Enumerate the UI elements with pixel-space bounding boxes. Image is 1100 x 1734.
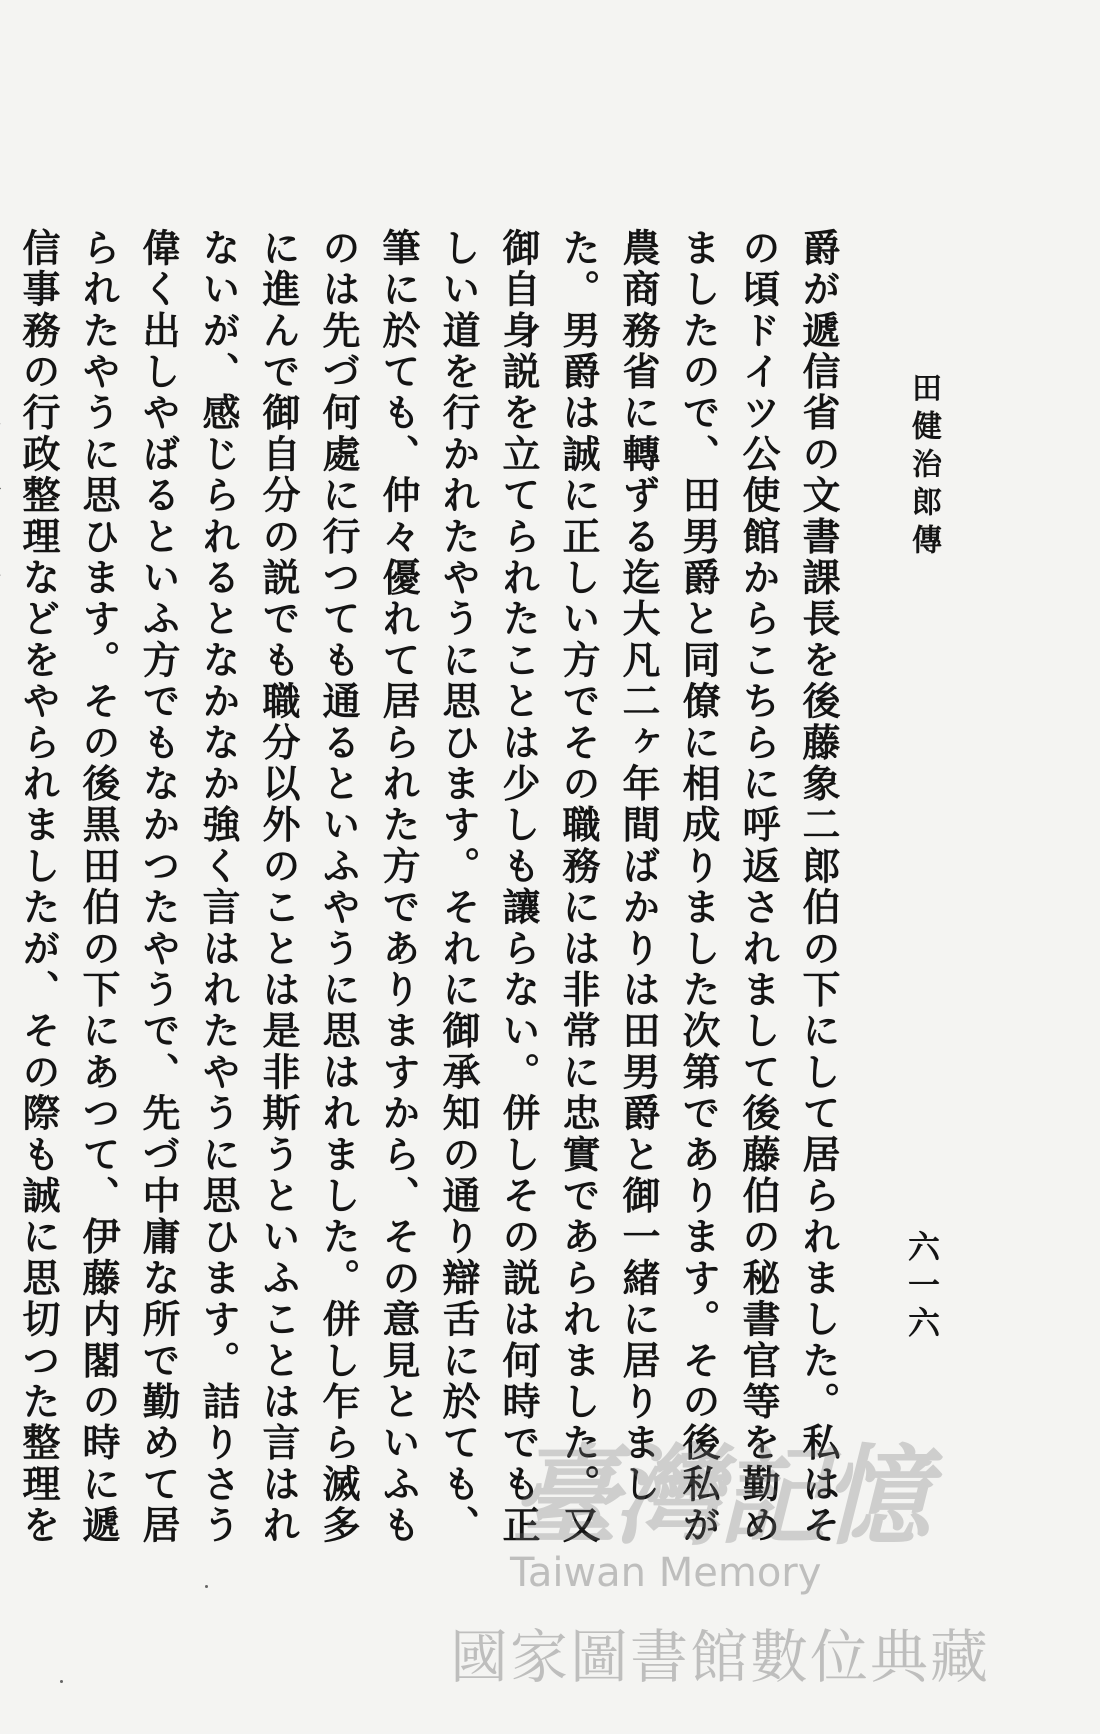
running-header-title: 田健治郎傳 [906,372,941,562]
print-speck [205,1585,208,1588]
paragraph-1: 爵が遞信省の文書課長を後藤象二郎伯の下にして居られました。私はその頃ドイツ公使館からこちらに呼返されまして後藤伯の秘書官等を勤めましたので、田男爵と同僚に相成りました次第であります。その後私が農商務省に轉ずる迄大凡二ヶ年間ばかりは田男爵と御一緒に居りました。男爵は誠に正しい方でその職務には非常に忠實であられました。又御自身説を立てられたことは少しも讓らない。併しその説は何時でも正しい道を行かれたやうに思ひます。それに御承知の通り辯舌に於ても、筆に於ても、仲々優れて居られた方でありますから、その意見といふものは先づ何處に行つても通るといふやうに思はれました。併し乍ら滅多に進んで御自分の説でも職分以外のことは是非斯うといふことは言はれないが、感じられるとなかなか強く言はれたやうに思ひます。詰りさう偉く出しやばるといふ方でもなかつたやうで、先づ中庸な所で勤めて居られたやうに思ひます。その後黒田伯の下にあつて、伊藤内閣の時に遞信事務の行政整理などをやられましたが、その際も誠に思切つた整理を [16,228,841,1547]
watermark-chinese: 國家圖書館數位典藏 [450,1623,991,1691]
body-text [16,228,848,1548]
watermark-english: Taiwan Memory [510,1550,822,1596]
watermark-logo: 臺灣記憶 [510,1434,927,1560]
page-number: 六一六 [903,1230,941,1344]
print-speck [60,1680,63,1683]
